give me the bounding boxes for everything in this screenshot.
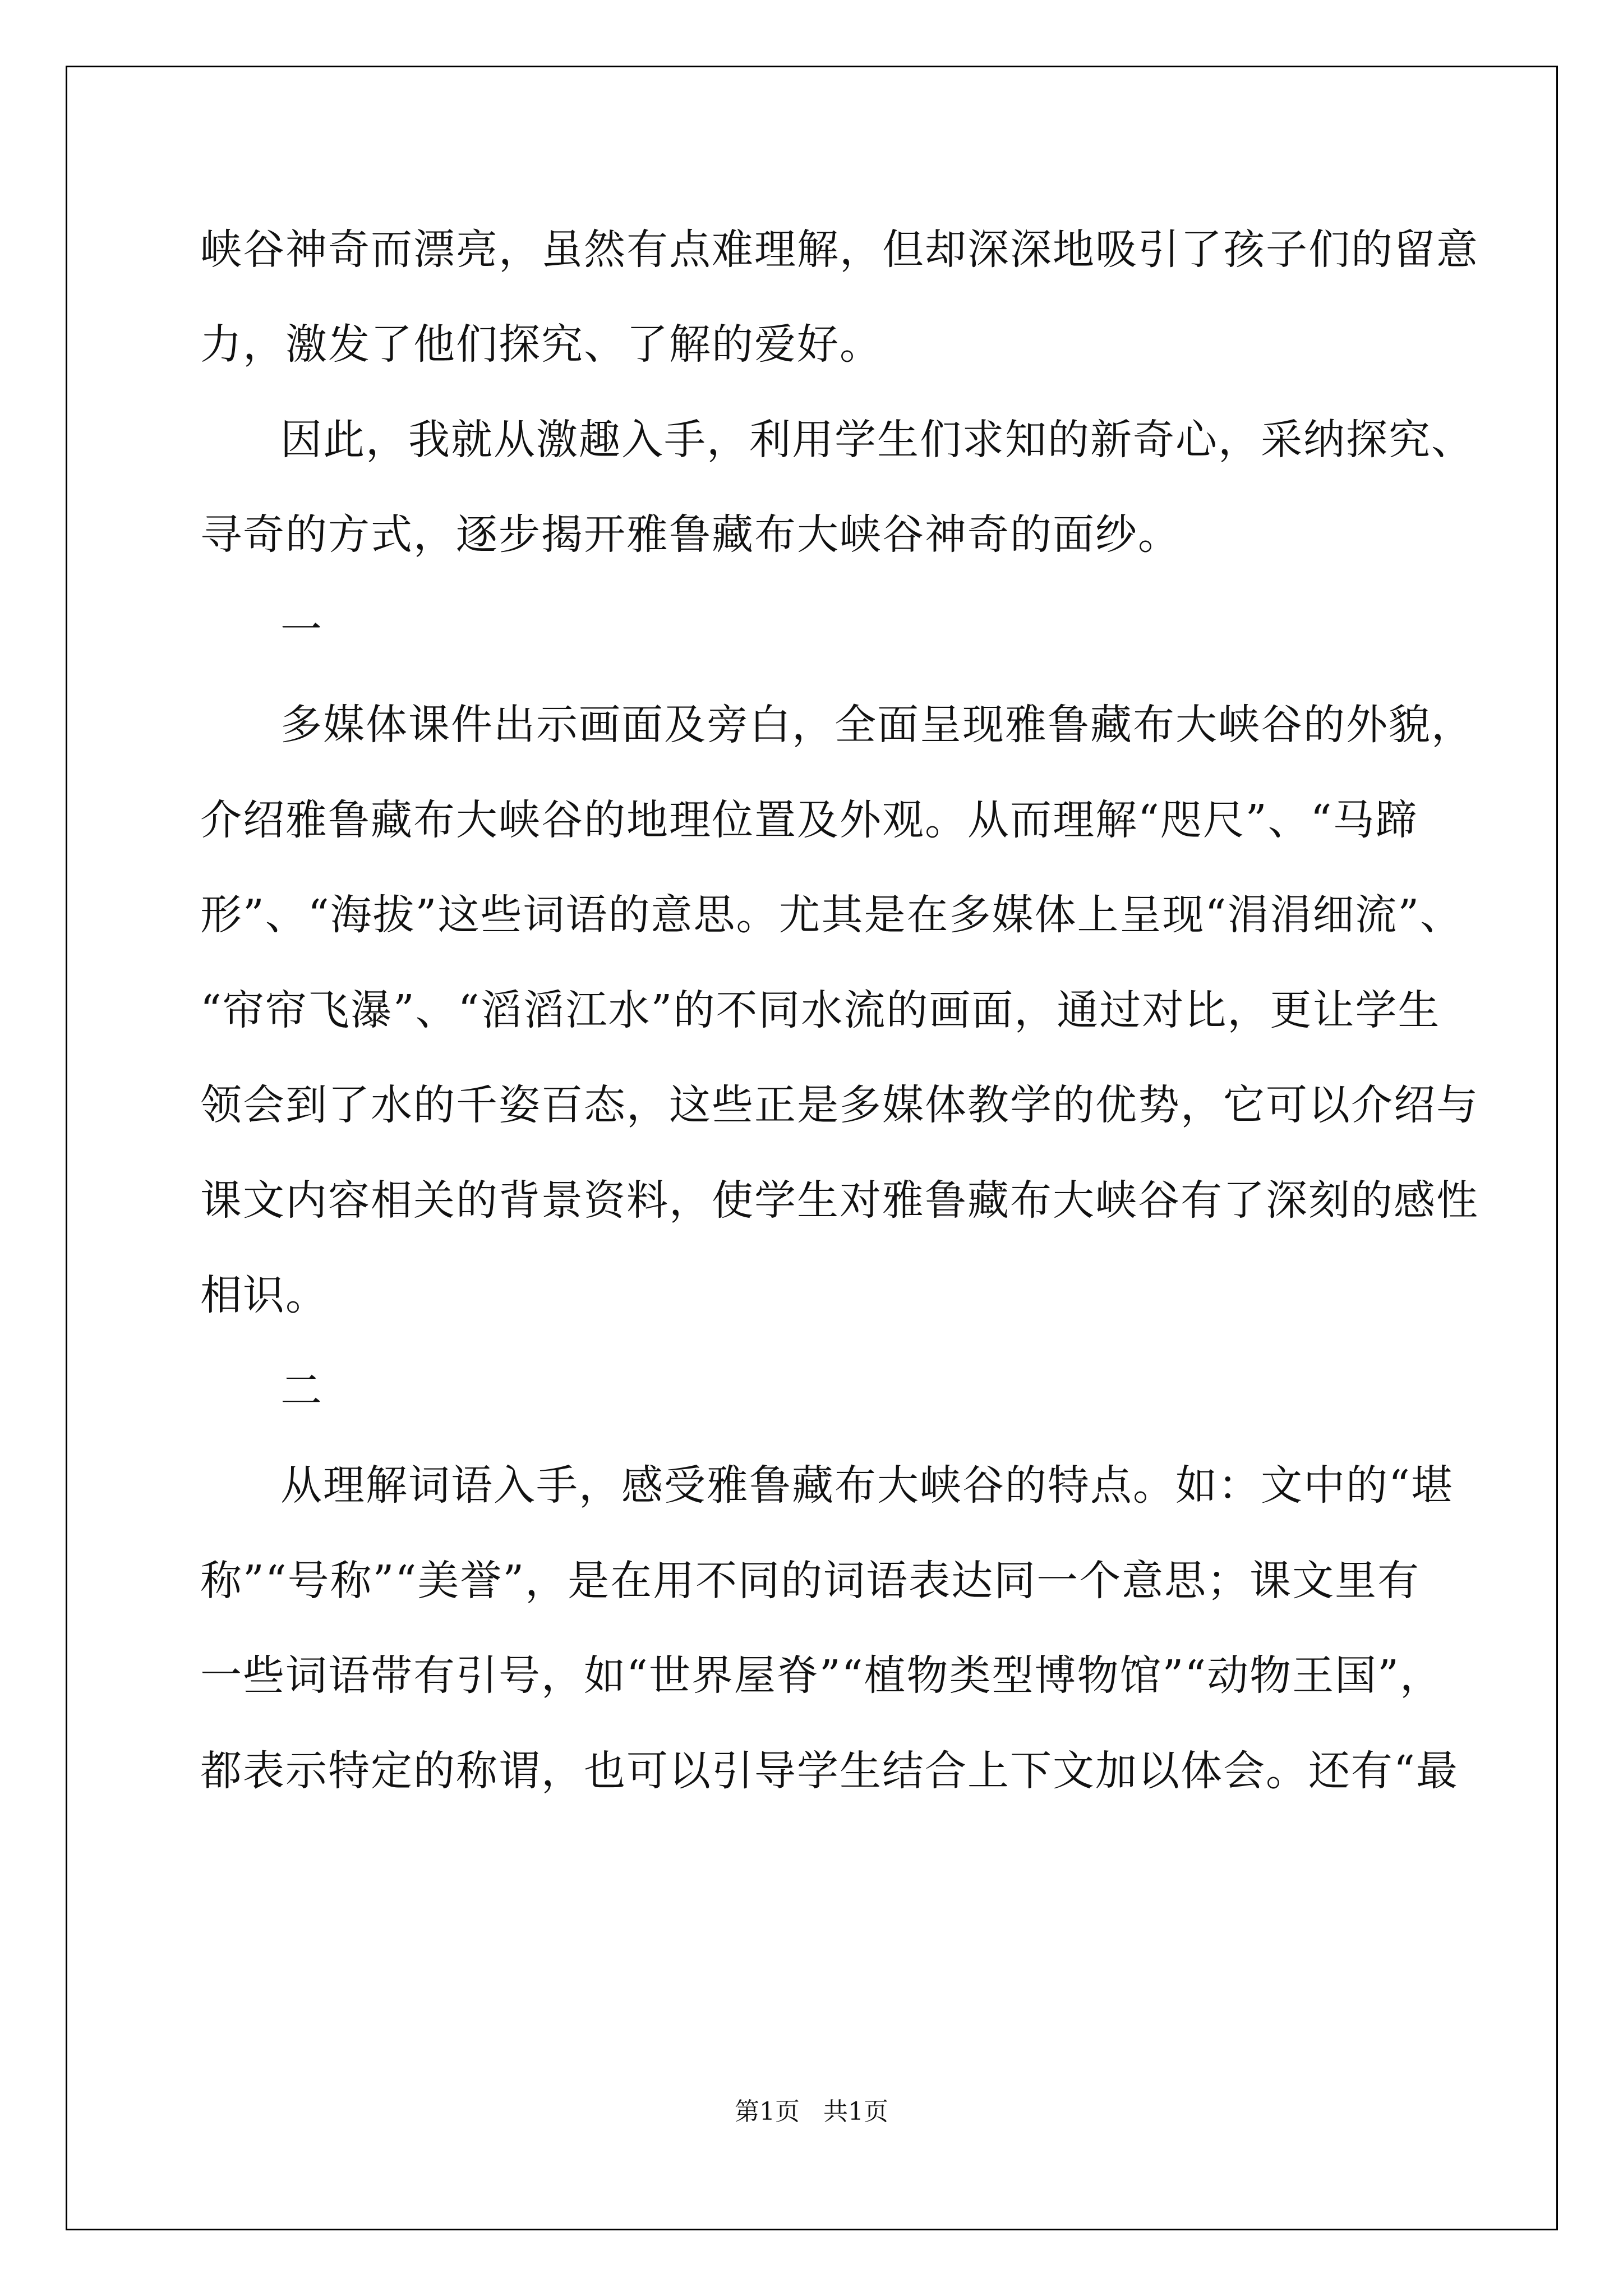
body-line-4: 寻奇的方式，逐步揭开雅鲁藏布大峡谷神奇的面纱。 (200, 510, 1181, 559)
page-number-footer: 第1页 共1页 (735, 2097, 888, 2126)
page-border (66, 66, 1558, 2230)
body-line-10: 课文内容相关的背景资料，使学生对雅鲁藏布大峡谷有了深刻的感性 (200, 1176, 1479, 1225)
section-heading-2: 二 (280, 1366, 323, 1415)
body-line-7: 形”、“海拔”这些词语的意思。尤其是在多媒体上呈现“涓涓细流”、 (200, 891, 1463, 939)
body-line-13: 称”“号称”“美誉”，是在用不同的词语表达同一个意思；课文里有 (200, 1557, 1421, 1605)
body-line-2: 力，激发了他们探究、了解的爱好。 (200, 320, 882, 369)
body-line-1: 峡谷神奇而漂亮，虽然有点难理解，但却深深地吸引了孩子们的留意 (200, 226, 1479, 274)
section-heading-1: 一 (280, 606, 323, 654)
body-line-6: 介绍雅鲁藏布大峡谷的地理位置及外观。从而理解“咫尺”、“马蹄 (200, 796, 1418, 844)
body-line-3: 因此，我就从激趣入手，利用学生们求知的新奇心，采纳探究、 (280, 416, 1474, 464)
body-line-9: 领会到了水的千姿百态，这些正是多媒体教学的优势，它可以介绍与 (200, 1081, 1479, 1129)
body-line-15: 都表示特定的称谓，也可以引导学生结合上下文加以体会。还有“最 (200, 1747, 1459, 1795)
body-line-8: “帘帘飞瀑”、“滔滔江水”的不同水流的画面，通过对比，更让学生 (200, 986, 1441, 1034)
body-line-12: 从理解词语入手，感受雅鲁藏布大峡谷的特点。如：文中的“堪 (280, 1461, 1454, 1510)
body-line-11: 相识。 (200, 1271, 328, 1319)
body-line-5: 多媒体课件出示画面及旁白，全面呈现雅鲁藏布大峡谷的外貌， (280, 701, 1474, 749)
body-line-14: 一些词语带有引号，如“世界屋脊”“植物类型博物馆”“动物王国”， (200, 1651, 1442, 1700)
